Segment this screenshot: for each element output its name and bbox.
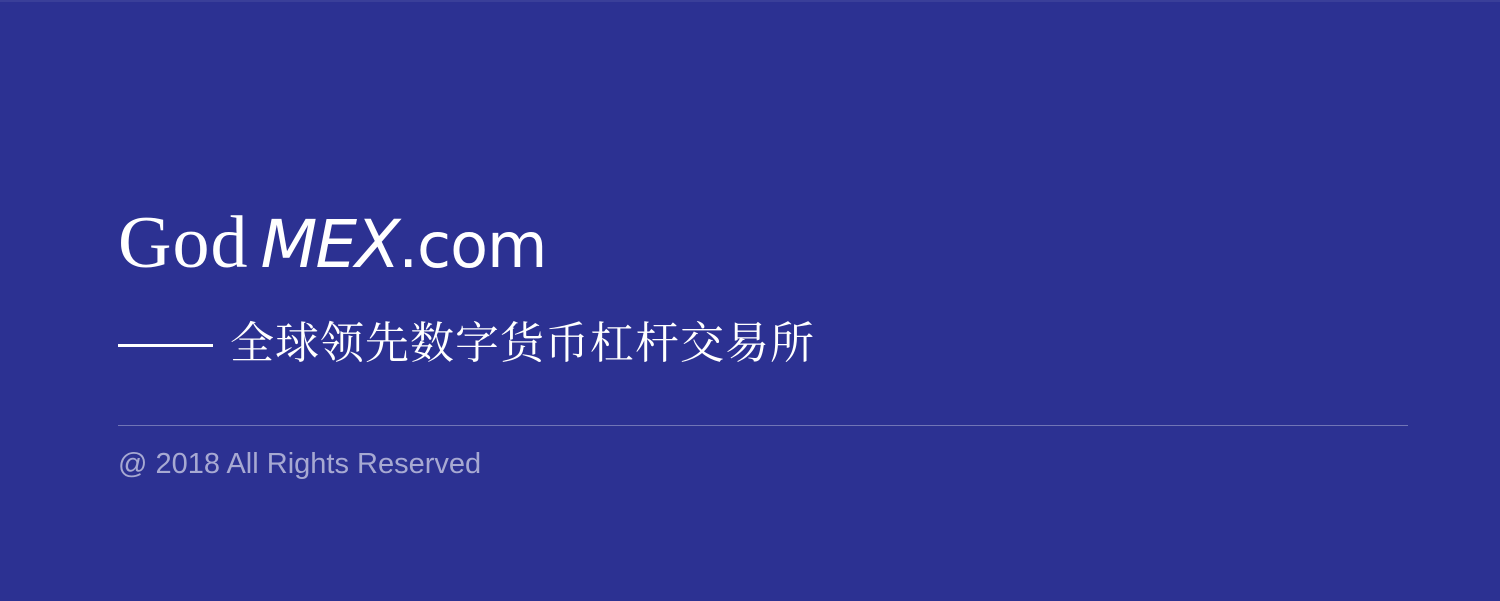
brand-logo-tld: .com bbox=[398, 209, 547, 282]
top-rule bbox=[0, 0, 1500, 2]
copyright-footer: @ 2018 All Rights Reserved bbox=[118, 448, 482, 480]
hero-section bbox=[118, 202, 1408, 480]
brand-logo bbox=[118, 202, 1408, 290]
divider bbox=[118, 425, 1408, 426]
tagline-text: 全球领先数字货币杠杆交易所 bbox=[230, 318, 815, 369]
brand-logo-god: God bbox=[118, 202, 249, 284]
tagline-dash bbox=[118, 344, 213, 347]
brand-logo-mex: MEX bbox=[260, 206, 399, 283]
tagline bbox=[118, 318, 1408, 370]
